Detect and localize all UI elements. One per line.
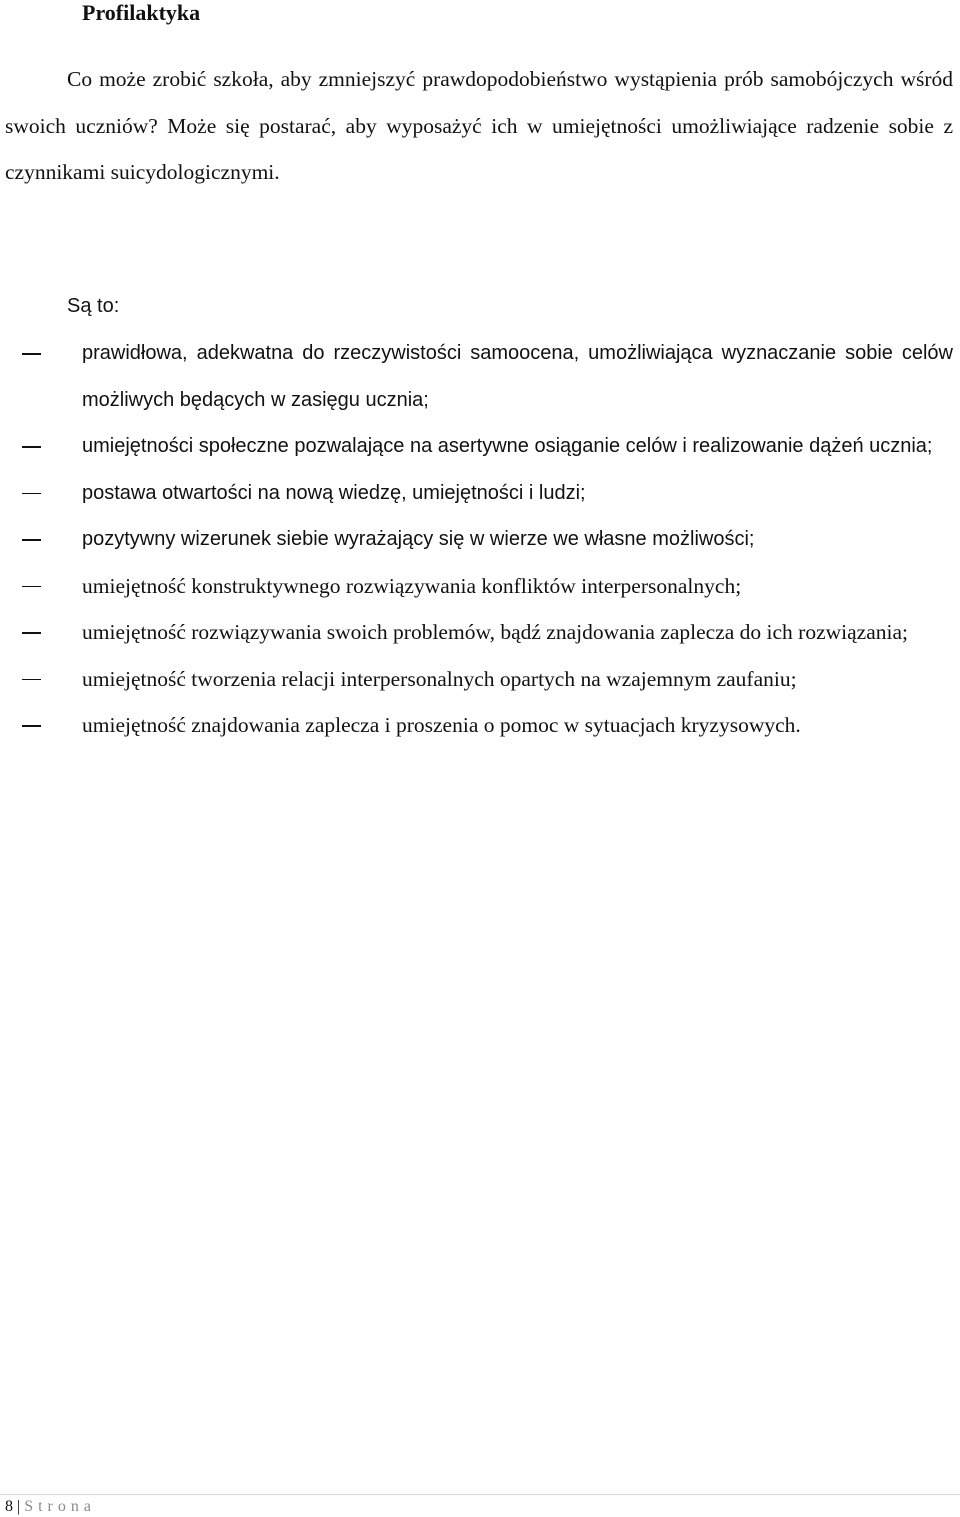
dash-bullet	[22, 586, 41, 588]
footer-label: Strona	[24, 1498, 96, 1515]
list-item-text: umiejętności społeczne pozwalające na asertywne osiąganie celów i realizowanie dążeń ucznia;	[82, 435, 933, 457]
list-item	[82, 470, 953, 517]
page-number: 8	[5, 1498, 13, 1515]
list-lead: Są to:	[67, 295, 120, 317]
list-item	[82, 563, 953, 610]
list-item-text: postawa otwartości na nową wiedzę, umiejętności i ludzi;	[82, 481, 586, 504]
skills-list	[82, 330, 953, 749]
list-item-text: umiejętność konstruktywnego rozwiązywania konfliktów interpersonalnych;	[82, 573, 742, 598]
dash-bullet	[22, 632, 41, 634]
dash-bullet	[22, 679, 41, 681]
list-item	[82, 702, 953, 749]
list-item	[82, 609, 953, 656]
dash-bullet	[22, 539, 41, 541]
footer-separator: |	[17, 1498, 21, 1515]
list-item-text: umiejętność znajdowania zaplecza i proszenia o pomoc w sytuacjach kryzysowych.	[82, 713, 801, 737]
list-item-text: umiejętność rozwiązywania swoich problemów, bądź znajdowania zaplecza do ich rozwiązania;	[82, 620, 908, 644]
dash-bullet	[22, 493, 41, 495]
dash-bullet	[22, 446, 41, 448]
list-item	[82, 656, 953, 703]
dash-bullet	[22, 725, 41, 727]
list-item	[82, 516, 953, 563]
list-item	[82, 423, 953, 470]
list-item-text: umiejętność tworzenia relacji interpersonalnych opartych na wzajemnym zaufaniu;	[82, 666, 797, 691]
dash-bullet	[22, 353, 41, 355]
page-footer	[5, 1497, 96, 1517]
list-item	[82, 330, 953, 423]
list-item-text: pozytywny wizerunek siebie wyrażający się w wierze we własne możliwości;	[82, 528, 755, 550]
intro-paragraph: Co może zrobić szkoła, aby zmniejszyć prawdopodobieństwo wystąpienia prób samobójczych wśród swoich uczniów? Może się postarać, aby wyposażyć ich w umiejętności umożliwiające radzenie sobie z czynnikami suicydologicznymi.	[5, 67, 953, 184]
section-heading: Profilaktyka	[82, 0, 201, 25]
list-item-text: prawidłowa, adekwatna do rzeczywistości samoocena, umożliwiająca wyznaczanie sobie celów możliwych będących w zasięgu ucznia;	[82, 342, 953, 411]
footer-divider	[0, 1494, 960, 1495]
